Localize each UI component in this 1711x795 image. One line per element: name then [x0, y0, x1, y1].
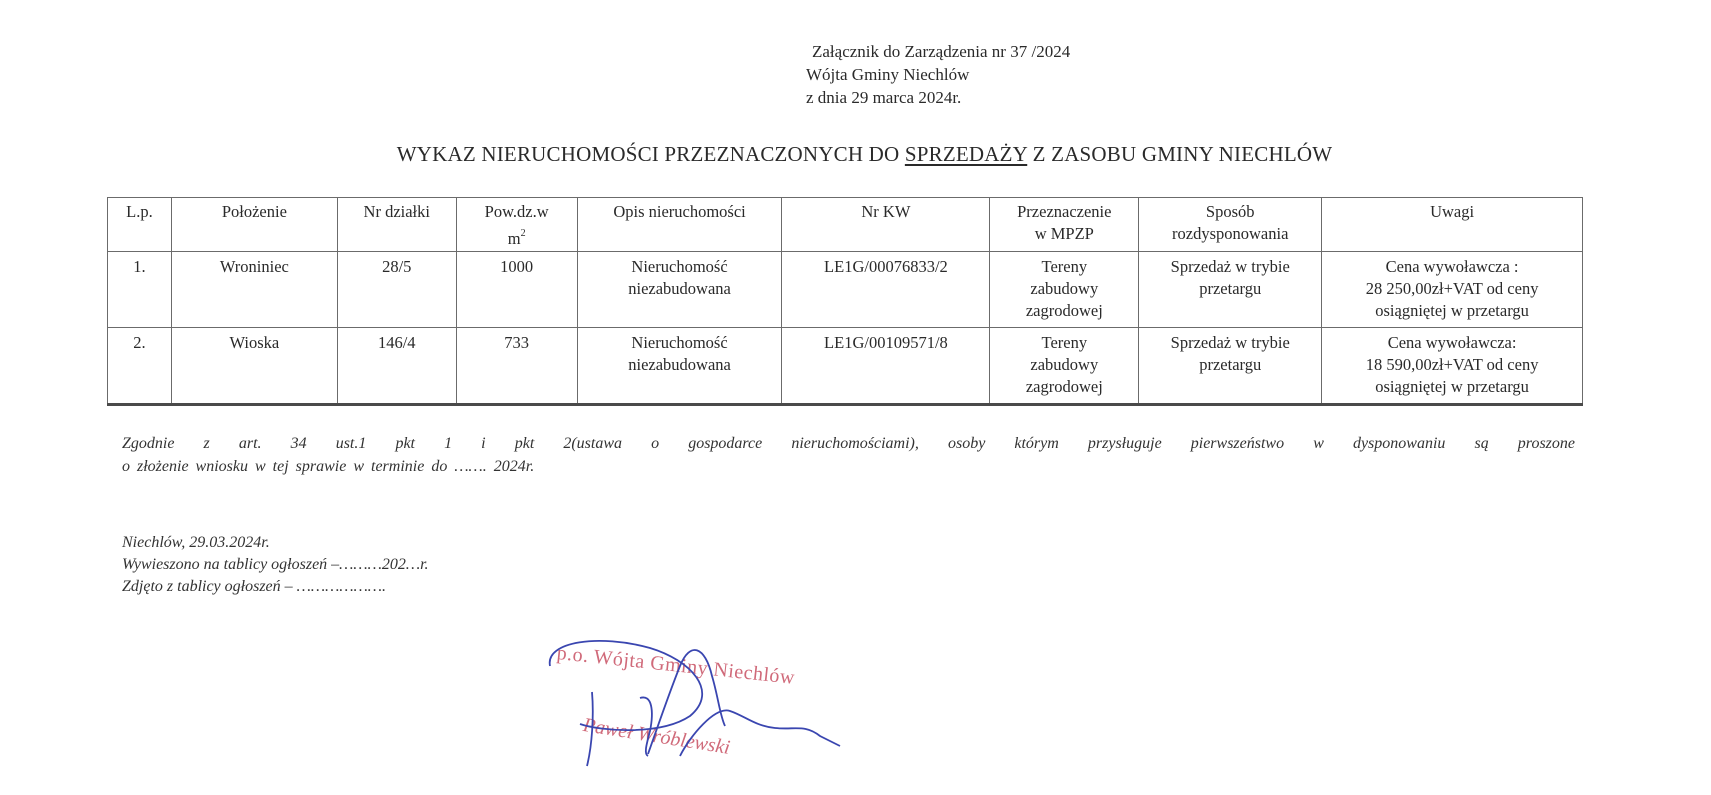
cell-land-register: LE1G/00109571/8 [782, 328, 990, 405]
cell-location: Wroniniec [171, 252, 337, 328]
stamp-name: Paweł Wróblewski [581, 714, 732, 759]
cell-lp: 1. [108, 252, 172, 328]
column-header-land-register: Nr KW [782, 198, 990, 252]
cell-area: 1000 [456, 252, 577, 328]
posted-on-board: Wywieszono na tablicy ogłoszeń –………202…r. [122, 556, 429, 573]
place-date: Niechlów, 29.03.2024r. [122, 534, 270, 551]
cell-disposal-method: Sprzedaż w trybie przetargu [1139, 328, 1322, 405]
cell-disposal-method: Sprzedaż w trybie przetargu [1139, 252, 1322, 328]
issuer-line: Wójta Gminy Niechlów [806, 65, 970, 84]
title-part-2: Z ZASOBU GMINY NIECHLÓW [1027, 142, 1333, 166]
column-header-disposal-method: Sposób rozdysponowania [1139, 198, 1322, 252]
table-row [108, 252, 1583, 328]
property-list-table [107, 197, 1583, 406]
removed-from-board: Zdjęto z tablicy ogłoszeń – ………………. [122, 578, 387, 595]
cell-area: 733 [456, 328, 577, 405]
cell-zoning: Tereny zabudowy zagrodowej [990, 252, 1139, 328]
priority-notice [122, 432, 1575, 478]
cell-remarks: Cena wywoławcza: 18 590,00zł+VAT od ceny osiągniętej w przetargu [1322, 328, 1583, 405]
cell-description: Nieruchomość niezabudowana [577, 328, 782, 405]
notice-line-1: Zgodnie z art. 34 ust.1 pkt 1 i pkt 2(ustawa o gospodarce nieruchomościami), osoby którym przysługuje pierwszeństwo w dysponowaniu są proszone [122, 435, 1575, 452]
column-header-lp: L.p. [108, 198, 172, 252]
official-stamp [540, 636, 860, 776]
cell-lp: 2. [108, 328, 172, 405]
cell-description: Nieruchomość niezabudowana [577, 252, 782, 328]
title-part-1: WYKAZ NIERUCHOMOŚCI PRZEZNACZONYCH DO [396, 142, 905, 166]
cell-land-register: LE1G/00076833/2 [782, 252, 990, 328]
table-header-row [108, 198, 1583, 252]
posting-footer [122, 532, 429, 598]
column-header-area: Pow.dz.w $m^2$ [456, 198, 577, 252]
attachment-line: Załącznik do Zarządzenia nr 37 /2024 [812, 42, 1071, 61]
column-header-plot-number: Nr działki [337, 198, 456, 252]
cell-plot-number: 146/4 [337, 328, 456, 405]
notice-line-2: o złożenie wniosku w tej sprawie w terminie do ……. 2024r. [122, 458, 535, 475]
signature-icon [540, 636, 860, 776]
column-header-zoning: Przeznaczenie w MPZP [990, 198, 1139, 252]
column-header-description: Opis nieruchomości [577, 198, 782, 252]
cell-remarks: Cena wywoławcza : 28 250,00zł+VAT od ceny osiągniętej w przetargu [1322, 252, 1583, 328]
attachment-header [806, 40, 1070, 109]
column-header-location: Położenie [171, 198, 337, 252]
cell-location: Wioska [171, 328, 337, 405]
document-title [0, 142, 1711, 167]
stamp-title: p.o. Wójta Gminy Niechlów [555, 642, 797, 689]
cell-plot-number: 28/5 [337, 252, 456, 328]
column-header-remarks: Uwagi [1322, 198, 1583, 252]
table-row [108, 328, 1583, 405]
title-underlined-word: SPRZEDAŻY [904, 142, 1028, 166]
cell-zoning: Tereny zabudowy zagrodowej [990, 328, 1139, 405]
date-line: z dnia 29 marca 2024r. [806, 88, 962, 107]
